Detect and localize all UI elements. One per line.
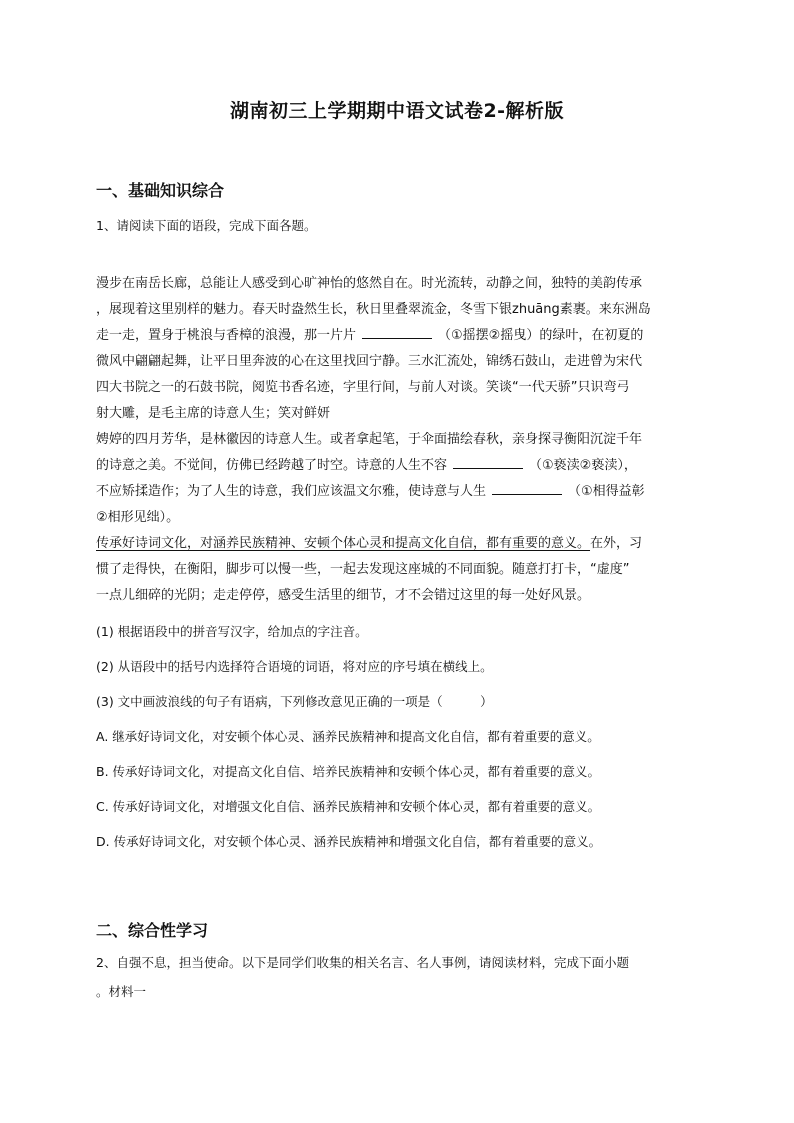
passage-text: 不应矫揉造作；为了人生的诗意，我们应该温文尔雅，使诗意与人生 [96,484,487,499]
question-2-material-label: 。材料一 [96,984,147,999]
passage-text: （①亵渎②亵渎）， [529,458,637,473]
passage-line: ②相形见绌）。 [96,510,180,525]
passage-text: （①摇摆②摇曳）的绿叶，在初夏的 [438,328,644,343]
passage-line [96,324,696,343]
question-2-intro: 2、自强不息，担当使命。以下是同学们收集的相关名言、名人事例，请阅读材料，完成下面小题 [96,955,629,970]
passage-line: 娉婷的四月芳华，是林徽因的诗意人生。或者拿起笔，于伞面描绘春秋，亲身探寻衡阳沉淀千年 [96,432,643,447]
section-heading-comprehensive-study: 二、综合性学习 [96,921,209,940]
wavy-underlined-sentence: 传承好诗词文化，对涵养民族精神、安顿个体心灵和提高文化自信，都有重要的意义。 [96,536,591,551]
passage-line: 微风中翩翩起舞，让平日里奔波的心在这里找回宁静。三水汇流处，锦绣石鼓山，走进曾为宋代 [96,354,643,369]
option-d[interactable]: D. 传承好诗词文化，对安顿个体心灵、涵养民族精神和增强文化自信，都有着重要的意义。 [96,834,602,849]
page-title: 湖南初三上学期期中语文试卷2-解析版 [229,100,565,122]
option-a[interactable]: A. 继承好诗词文化，对安顿个体心灵、涵养民族精神和提高文化自信，都有着重要的意义。 [96,729,600,744]
section-heading-basic-knowledge: 一、基础知识综合 [96,181,225,200]
passage-text: （①相得益彰 [568,484,645,499]
passage-line: 四大书院之一的石鼓书院，阅览书香名迹，字里行间，与前人对谈。笑谈“一代天骄”只识弯弓 [96,380,630,395]
sub-question-2: (2) 从语段中的括号内选择符合语境的词语，将对应的序号填在横线上。 [96,659,493,674]
option-c[interactable]: C. 传承好诗词文化，对增强文化自信、涵养民族精神和安顿个体心灵，都有着重要的意义。 [96,799,601,814]
answer-blank[interactable] [453,457,523,469]
passage-text: 在外，习 [590,536,643,551]
passage-line [96,454,696,473]
sub-question-3: (3) 文中画波浪线的句子有语病，下列修改意见正确的一项是（ ） [96,694,493,709]
passage-line: 惯了走得快，在衡阳，脚步可以慢一些，一起去发现这座城的不同面貌。随意打打卡，“虚度” [96,562,630,577]
passage-text: 的诗意之美。不觉间，仿佛已经跨越了时空。诗意的人生不容 [96,458,448,473]
passage-line: ，展现着这里别样的魅力。春天时盎然生长，秋日里叠翠流金，冬雪下银zhuāng素裹。来东洲岛 [96,302,651,317]
sub-question-1: (1) 根据语段中的拼音写汉字，给加点的字注音。 [96,624,368,639]
passage-line: 一点儿细碎的光阴；走走停停，感受生活里的细节，才不会错过这里的每一处好风景。 [96,588,591,603]
answer-blank[interactable] [362,327,432,339]
passage-text: 走一走，置身于桃浪与香樟的浪漫，那一片片 [96,328,357,343]
passage-line: 射大雕，是毛主席的诗意人生；笑对鲜妍 [96,406,331,421]
passage-line [96,480,696,499]
passage-line: 漫步在南岳长廊，总能让人感受到心旷神怡的悠然自在。时光流转，动静之间，独特的美韵传承 [96,276,643,291]
option-b[interactable]: B. 传承好诗词文化，对提高文化自信、培养民族精神和安顿个体心灵，都有着重要的意义。 [96,764,601,779]
question-1-intro: 1、请阅读下面的语段，完成下面各题。 [96,218,317,233]
passage-line [96,532,696,551]
answer-blank[interactable] [492,483,562,495]
